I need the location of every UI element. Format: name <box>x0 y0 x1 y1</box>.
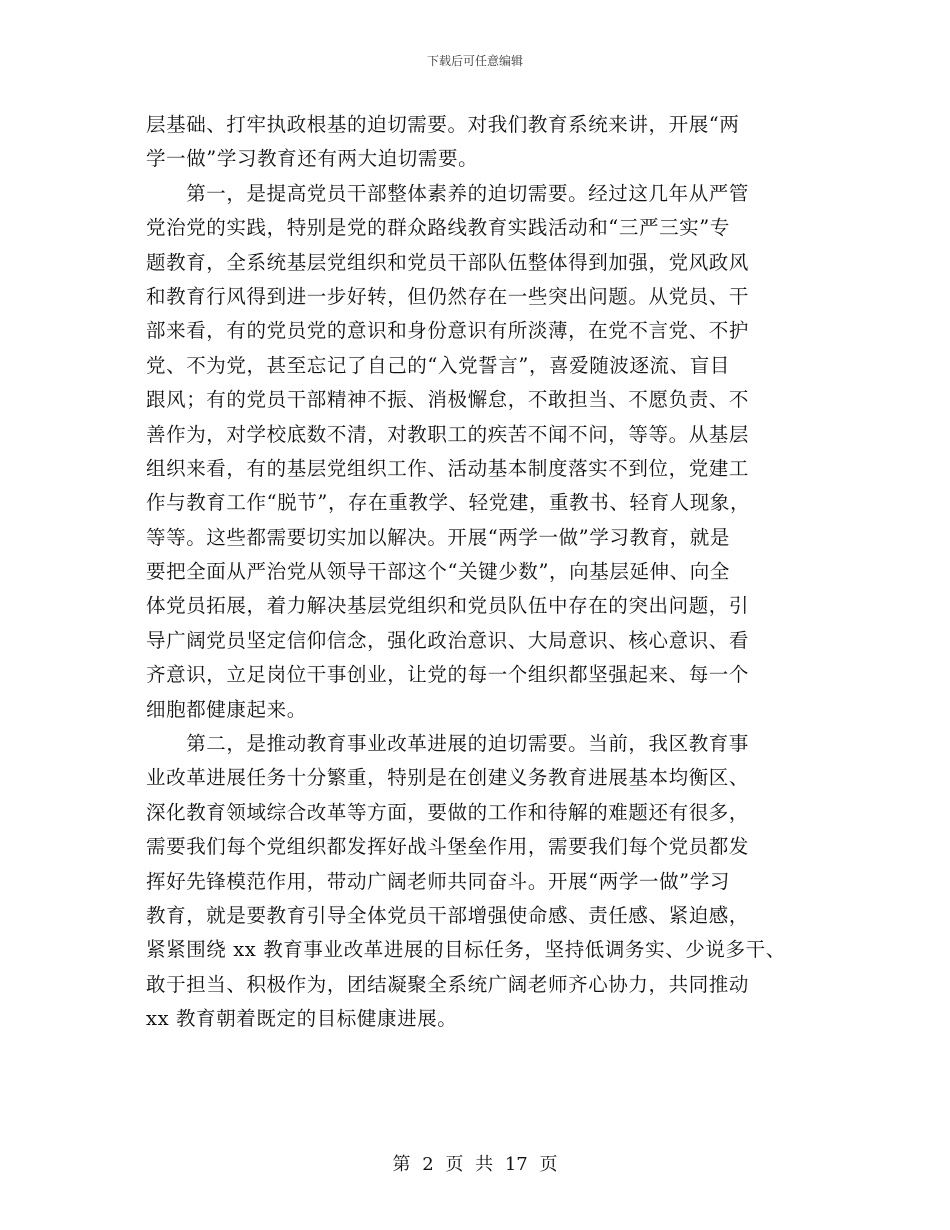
text-line: xx 教育朝着既定的目标健康进展。 <box>146 1007 458 1031</box>
text-line: 导广阔党员坚定信仰信念，强化政治意识、大局意识、核心意识、看 <box>146 628 750 652</box>
text-line: 细胞都健康起来。 <box>146 697 307 721</box>
text-line: 组织来看，有的基层党组织工作、活动基本制度落实不到位，党建工 <box>146 456 750 480</box>
text-line: 齐意识，立足岗位干事创业，让党的每一个组织都坚强起来、每一个 <box>146 663 750 687</box>
text-line: 党治党的实践，特别是党的群众路线教育实践活动和“三严三实”专 <box>146 216 730 240</box>
text-line: 教育，就是要教育引导全体党员干部增强使命感、责任感、紧迫感， <box>146 903 750 927</box>
text-line: 第二，是推动教育事业改革进展的迫切需要。当前，我区教育事 <box>146 732 750 756</box>
text-line: 业改革进展任务十分繁重，特别是在创建义务教育进展基本均衡区、 <box>146 766 750 790</box>
text-line: 学一做”学习教育还有两大迫切需要。 <box>146 147 479 171</box>
text-line: 挥好先锋模范作用，带动广阔老师共同奋斗。开展“两学一做”学习 <box>146 869 730 893</box>
text-line: 要把全面从严治党从领导干部这个“关键少数”，向基层延伸、向全 <box>146 560 730 584</box>
text-line: 紧紧围绕 xx 教育事业改革进展的目标任务，坚持低调务实、少说多干、 <box>146 938 786 962</box>
text-line: 第一，是提高党员干部整体素养的迫切需要。经过这几年从严管 <box>146 181 750 205</box>
text-line: 作与教育工作“脱节”，存在重教学、轻党建，重教书、轻育人现象， <box>146 491 751 515</box>
text-line: 和教育行风得到进一步好转，但仍然存在一些突出问题。从党员、干 <box>146 284 750 308</box>
text-line: 善作为，对学校底数不清，对教职工的疾苦不闻不问，等等。从基层 <box>146 422 750 446</box>
text-line: 部来看，有的党员党的意识和身份意识有所淡薄，在党不言党、不护 <box>146 319 750 343</box>
text-line: 敢于担当、积极作为，团结凝聚全系统广阔老师齐心协力，共同推动 <box>146 972 750 996</box>
text-line: 党、不为党，甚至忘记了自己的“入党誓言”，喜爱随波逐流、盲目 <box>146 353 730 377</box>
page-number-footer: 第 2 页 共 17 页 <box>392 1154 558 1175</box>
page-header-note: 下载后可任意编辑 <box>426 54 523 68</box>
text-line: 题教育，全系统基层党组织和党员干部队伍整体得到加强，党风政风 <box>146 250 750 274</box>
text-line: 跟风；有的党员干部精神不振、消极懈怠，不敢担当、不愿负责、不 <box>146 388 750 412</box>
text-line: 等等。这些都需要切实加以解决。开展“两学一做”学习教育，就是 <box>146 525 730 549</box>
text-line: 层基础、打牢执政根基的迫切需要。对我们教育系统来讲，开展“两 <box>146 113 740 136</box>
text-line: 体党员拓展，着力解决基层党组织和党员队伍中存在的突出问题，引 <box>146 594 750 618</box>
document-body <box>146 108 818 1037</box>
text-line: 深化教育领域综合改革等方面，要做的工作和待解的难题还有很多， <box>146 800 750 824</box>
text-line: 需要我们每个党组织都发挥好战斗堡垒作用，需要我们每个党员都发 <box>146 835 750 859</box>
